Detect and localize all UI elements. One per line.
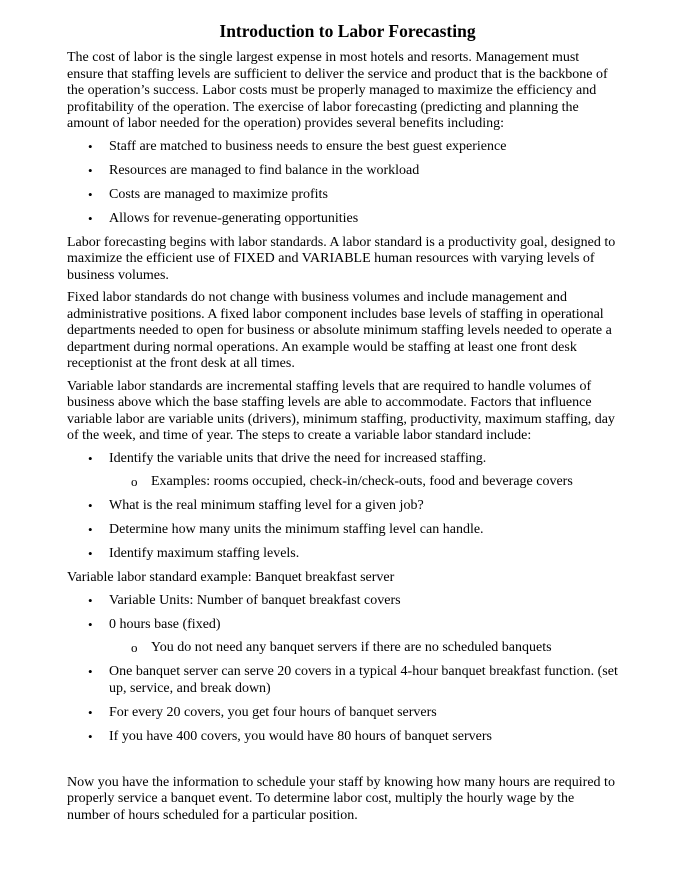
steps-list: [67, 451, 618, 563]
list-item: • Identify the variable units that drive the need for increased staffing. o Examples: rooms occupied, check-in/check-outs, food and beverage covers: [67, 451, 618, 491]
list-item: • Costs are managed to maximize profits: [88, 186, 328, 202]
list-item: • One banquet server can serve 20 covers in a typical 4-hour banquet breakfast function. (set up, service, and break down): [88, 664, 618, 696]
fixed-standards-paragraph: Fixed labor standards do not change with business volumes and include management and administrative positions. A fixed labor component includes base levels of staffing in operational departments needed to open for business or absolute minimum staffing levels needed to operate a department during normal operations. An example would be staffing at least one front desk receptionist at the front desk at all times.: [67, 290, 612, 371]
list-item: • Determine how many units the minimum staffing level can handle.: [88, 522, 484, 537]
list-item: • Variable Units: Number of banquet breakfast covers: [88, 592, 401, 608]
intro-paragraph: The cost of labor is the single largest expense in most hotels and resorts. Management must ensure that staffing levels are sufficient to deliver the service and product that is the backbone of the operation’s success. Labor costs must be properly managed to maximize the efficiency and profitability of the operation. The exercise of labor forecasting (predicting and planning the amount of labor needed for the operation) provides several benefits including:: [67, 50, 608, 131]
bullet-icon: •: [88, 704, 93, 720]
bullet-icon: •: [88, 186, 93, 202]
bullet-icon: •: [88, 616, 93, 632]
list-item: • For every 20 covers, you get four hours of banquet servers: [88, 704, 437, 720]
closing-paragraph: Now you have the information to schedule your staff by knowing how many hours are required to properly service a banquet event. To determine labor cost, multiply the hourly wage by the number of hours scheduled for a particular position.: [67, 774, 615, 823]
list-item: • Identify maximum staffing levels.: [88, 546, 300, 561]
circle-bullet-icon: o: [131, 474, 138, 489]
spacer: [67, 753, 618, 775]
bullet-icon: •: [88, 498, 93, 513]
sub-list-item: o Examples: rooms occupied, check-in/check-outs, food and beverage covers: [131, 474, 573, 489]
bullet-icon: •: [88, 728, 93, 744]
bullet-icon: •: [88, 138, 93, 154]
example-list: [67, 593, 618, 746]
circle-bullet-icon: o: [131, 640, 138, 655]
bullet-icon: •: [88, 210, 93, 226]
sub-list-item: o You do not need any banquet servers if there are no scheduled banquets: [131, 640, 552, 655]
list-item: • Staff are matched to business needs to ensure the best guest experience: [88, 138, 507, 154]
sub-list: [109, 640, 618, 657]
bullet-icon: •: [88, 450, 93, 466]
variable-standards-paragraph: Variable labor standards are incremental staffing levels that are required to handle volumes of business above which the base staffing levels are able to accommodate. Factors that influence variable labor are variable units (drivers), minimum staffing, productivity, maximum staffing, day of the week, and time of year. The steps to create a variable labor standard include:: [67, 378, 615, 443]
sub-list: [109, 474, 618, 491]
list-item: • What is the real minimum staffing level for a given job?: [88, 498, 424, 513]
bullet-icon: •: [88, 664, 93, 679]
benefits-list: [67, 139, 618, 228]
bullet-icon: •: [88, 522, 93, 537]
list-item: • 0 hours base (fixed) o You do not need any banquet servers if there are no scheduled banquets: [67, 617, 618, 657]
bullet-icon: •: [88, 162, 93, 178]
bullet-icon: •: [88, 592, 93, 608]
labor-standards-paragraph: Labor forecasting begins with labor standards. A labor standard is a productivity goal, designed to maximize the efficient use of FIXED and VARIABLE human resources with varying levels of business volumes.: [67, 234, 616, 283]
example-heading: Variable labor standard example: Banquet breakfast server: [67, 570, 395, 585]
bullet-icon: •: [88, 546, 93, 561]
page-title: Introduction to Labor Forecasting: [219, 21, 476, 41]
list-item: • Allows for revenue-generating opportunities: [88, 210, 359, 226]
list-item: • Resources are managed to find balance in the workload: [88, 162, 420, 178]
list-item: • If you have 400 covers, you would have 80 hours of banquet servers: [88, 728, 492, 744]
